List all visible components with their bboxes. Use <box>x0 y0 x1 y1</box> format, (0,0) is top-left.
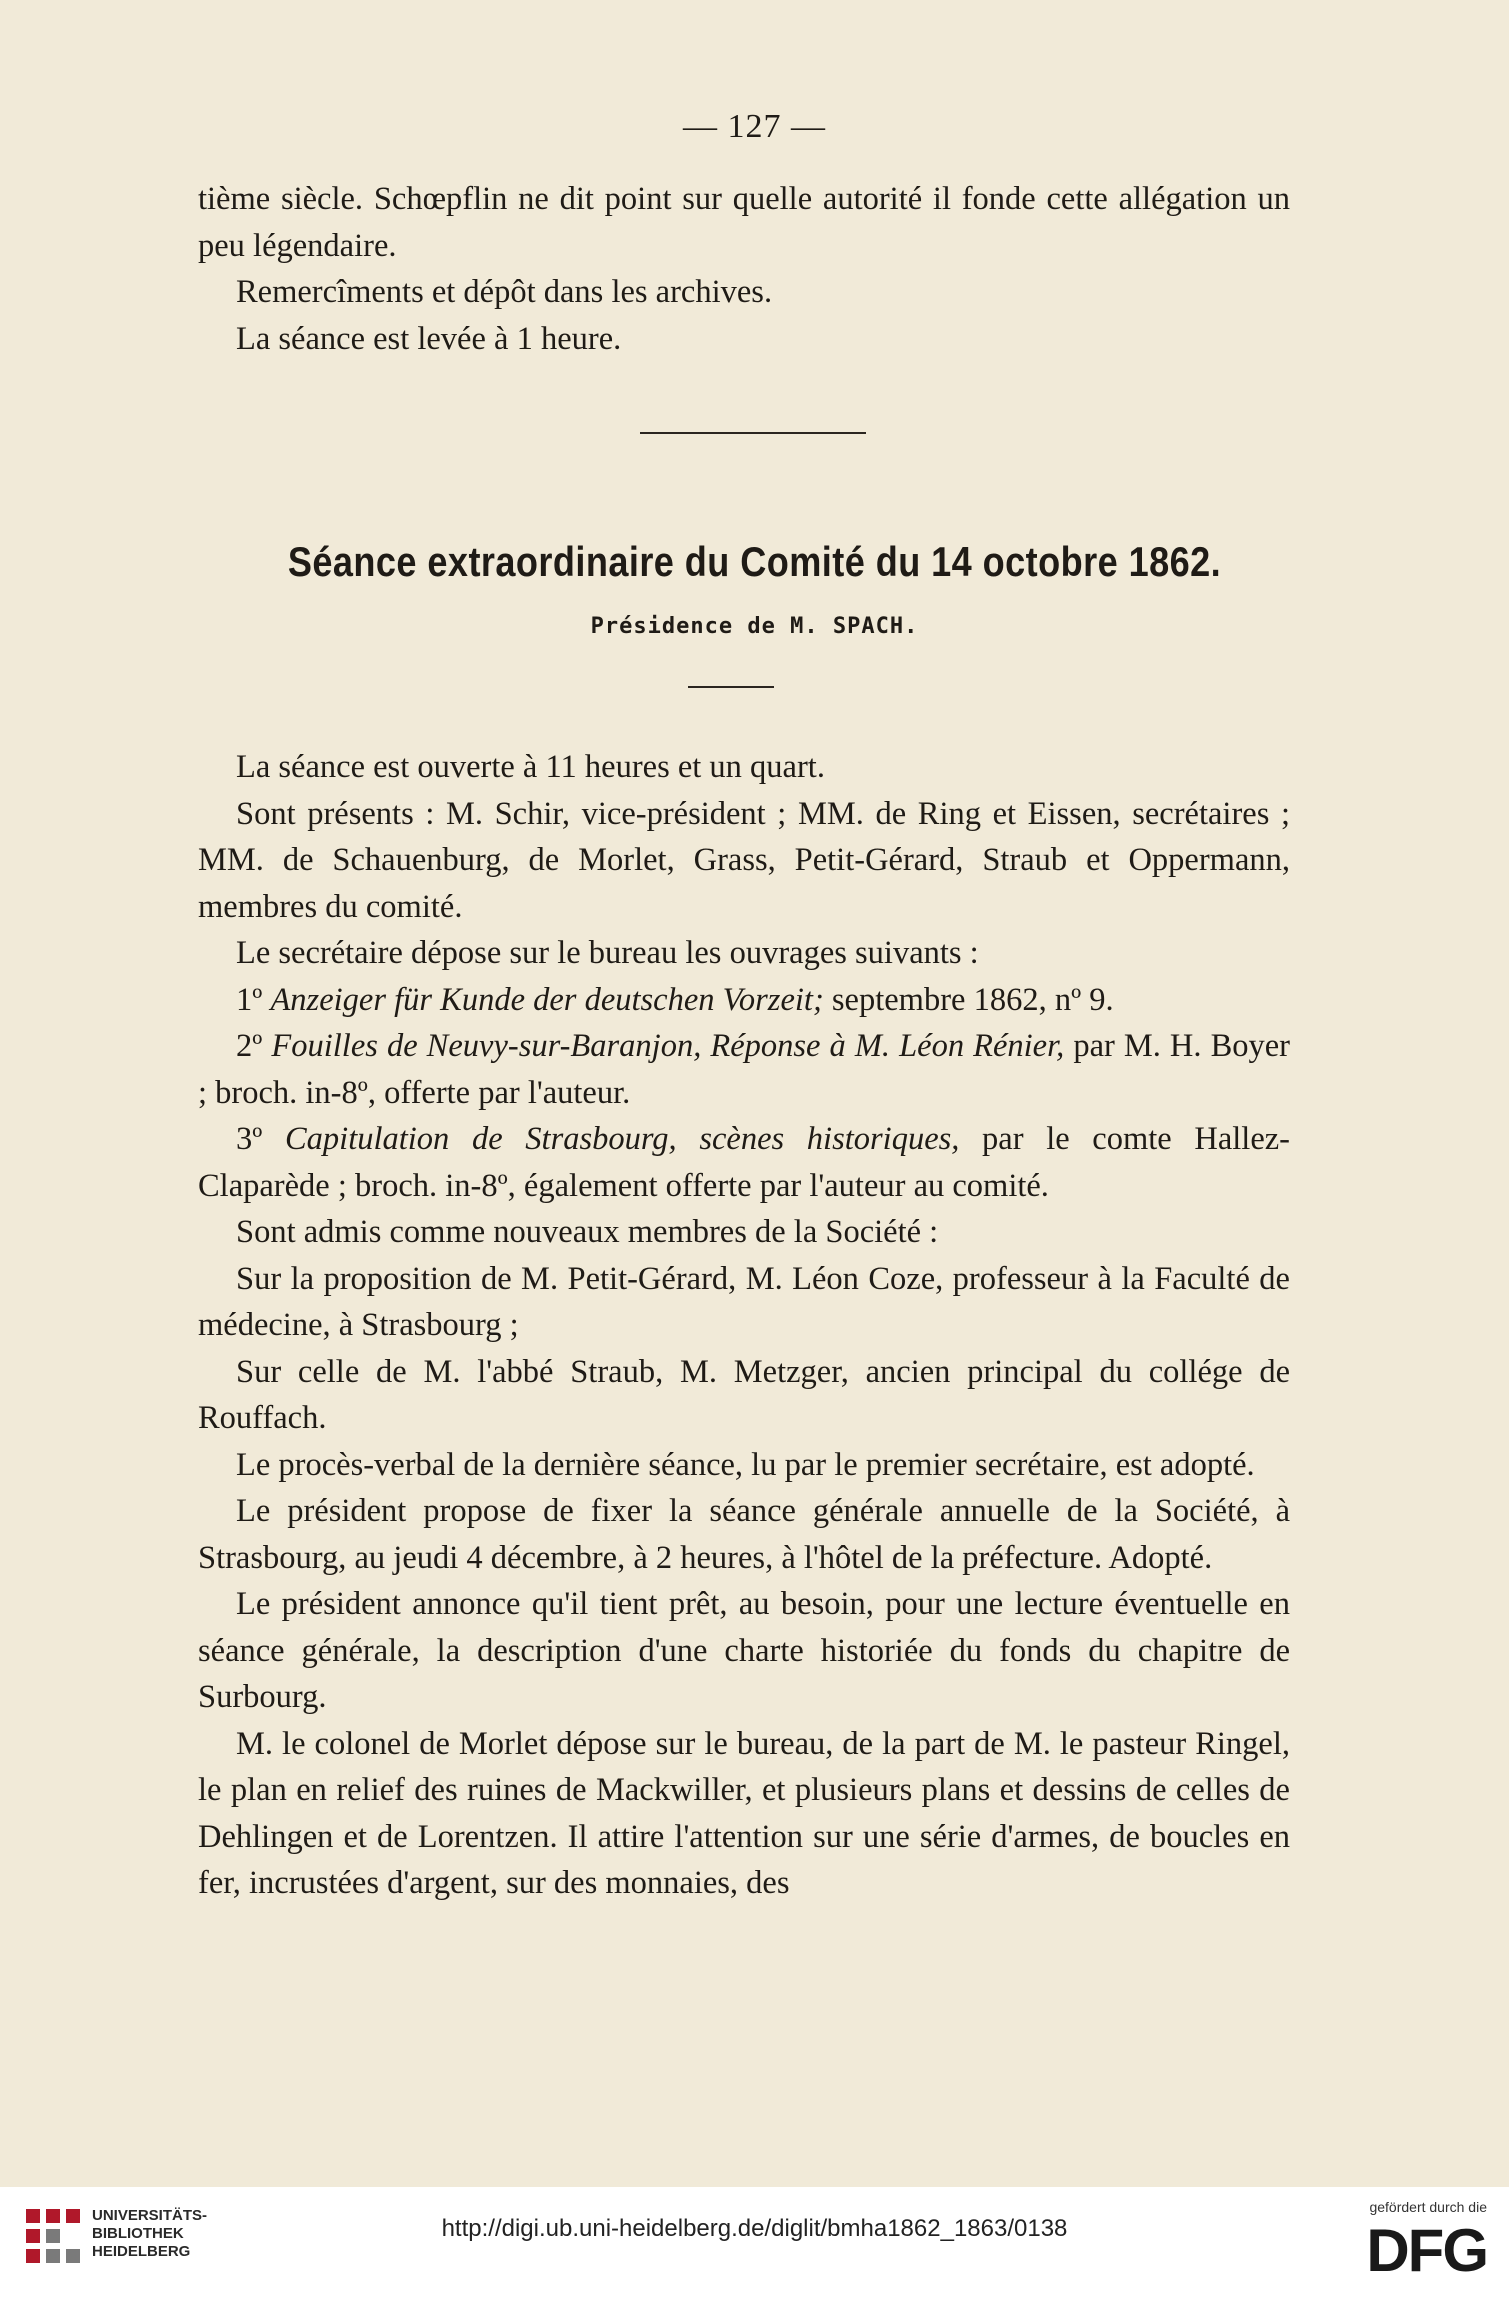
funding-note: gefördert durch die <box>1369 2199 1487 2215</box>
item-detail: septembre 1862, nº 9. <box>823 981 1114 1018</box>
digitization-footer <box>0 2187 1509 2299</box>
paragraph: Sont admis comme nouveaux membres de la Société : <box>236 1214 939 1250</box>
paragraph: tième siècle. Schœpflin ne dit point sur quelle autorité il fonde cette allégation un peu légendaire. <box>198 181 1290 264</box>
work-title: Fouilles de Neuvy-sur-Baranjon, Réponse à M. Léon Rénier, <box>271 1028 1065 1064</box>
dfg-logo: DFG <box>1366 2217 1487 2284</box>
paragraph: Sur la proposition de M. Petit-Gérard, M. Léon Coze, professeur à la Faculté de médecine, à Strasbourg ; <box>198 1260 1290 1343</box>
presidence-line: Présidence de M. SPACH. <box>590 614 919 639</box>
paragraph: La séance est ouverte à 11 heures et un quart. <box>236 749 825 785</box>
section-heading: Séance extraordinaire du Comité du 14 octobre 1862. <box>287 538 1222 585</box>
source-url-link[interactable]: http://digi.ub.uni-heidelberg.de/diglit/bmha1862_1863/0138 <box>441 2215 1068 2242</box>
library-name-line: UNIVERSITÄTS- <box>92 2207 208 2224</box>
section-divider <box>640 432 866 434</box>
library-name-line: BIBLIOTHEK <box>92 2225 184 2242</box>
paragraph: M. le colonel de Morlet dépose sur le bureau, de la part de M. le pasteur Ringel, le plan en relief des ruines de Mackwiller, et plusieurs plans et dessins de celles de Dehlingen et de Lorentzen. Il attire l'attention sur une série d'armes, de boucles en fer, incrustées d'argent, sur des monnaies, des <box>198 1725 1290 1901</box>
main-text-block <box>198 744 1290 1907</box>
work-title: Anzeiger für Kunde der deutschen Vorzeit; <box>270 981 824 1018</box>
item-detail: par M. H. Boyer ; broch. in-8º, offerte par l'auteur. <box>198 1028 1290 1111</box>
work-title: Capitulation de Strasbourg, scènes historiques, <box>284 1121 960 1157</box>
paragraph: Le secrétaire dépose sur le bureau les ouvrages suivants : <box>236 935 979 971</box>
paragraph: Sur celle de M. l'abbé Straub, M. Metzger, ancien principal du collége de Rouffach. <box>198 1353 1290 1436</box>
list-item <box>198 977 1290 1024</box>
heading-underline <box>688 686 774 688</box>
paragraph: Sont présents : M. Schir, vice-président ; MM. de Ring et Eissen, secrétaires ; MM. de Schauenburg, de Morlet, Grass, Petit-Gérard, Straub et Oppermann, membres du comité. <box>198 795 1290 925</box>
item-detail: par le comte Hallez-Claparède ; broch. in-8º, également offerte par l'auteur au comité. <box>198 1121 1290 1204</box>
paragraph: Le président propose de fixer la séance générale annuelle de la Société, à Strasbourg, au jeudi 4 décembre, à 2 heures, à l'hôtel de la préfecture. Adopté. <box>198 1493 1290 1576</box>
page-number: — 127 — <box>683 108 826 145</box>
item-number: 3º <box>236 1121 263 1157</box>
top-text-block <box>198 176 1290 362</box>
paragraph: Le président annonce qu'il tient prêt, au besoin, pour une lecture éventuelle en séance générale, la description d'une charte historiée du fonds du chapitre de Surbourg. <box>198 1586 1290 1715</box>
list-item <box>198 1116 1290 1209</box>
item-number: 1º <box>236 981 263 1018</box>
library-name-line: HEIDELBERG <box>92 2243 191 2260</box>
paragraph: Le procès-verbal de la dernière séance, lu par le premier secrétaire, est adopté. <box>236 1446 1255 1483</box>
paragraph: Remercîments et dépôt dans les archives. <box>236 274 773 310</box>
item-number: 2º <box>236 1028 263 1064</box>
list-item <box>198 1023 1290 1116</box>
paragraph: La séance est levée à 1 heure. <box>236 320 622 357</box>
